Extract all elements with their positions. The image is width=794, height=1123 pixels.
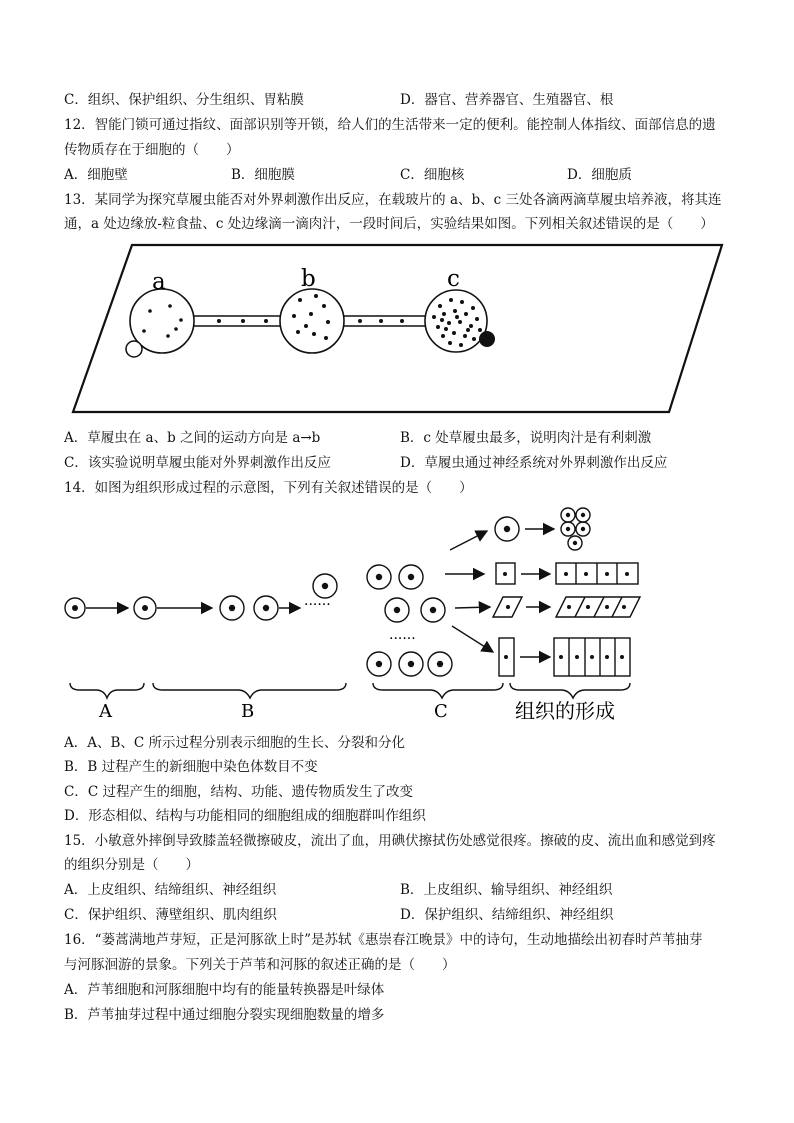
q12-stem-line2: 传物质存在于细胞的（ ） xyxy=(64,142,240,158)
q16-stem-line2: 与河豚洄游的景象。下列关于芦苇和河豚的叙述正确的是（ ） xyxy=(64,957,456,973)
q11-option-c: C．组织、保护组织、分生组织、胃粘膜 xyxy=(64,92,304,108)
q15-stem-line2: 的组织分别是（ ） xyxy=(64,857,199,873)
label-stage-b: B xyxy=(241,701,255,722)
channel-b-c xyxy=(340,316,428,326)
q16-stem-line1: 16．“蒌蒿满地芦芽短，正是河豚欲上时”是苏轼《惠崇春江晚景》中的诗句，生动地描绘出初春时芦苇抽芽 xyxy=(64,932,703,948)
label-stage-c: C xyxy=(434,701,448,722)
q14-tissue-figure xyxy=(0,500,794,730)
q15-option-b: B．上皮组织、输导组织、神经组织 xyxy=(400,882,613,898)
q14-option-b: B．B 过程产生的新细胞中染色体数目不变 xyxy=(64,759,318,775)
q16-option-b: B．芦苇抽芽过程中通过细胞分裂实现细胞数量的增多 xyxy=(64,1007,385,1023)
q12-option-a: A．细胞壁 xyxy=(64,167,128,183)
continuation-dots-b: ······ xyxy=(304,597,331,613)
continuation-dots-c: ······ xyxy=(389,631,416,647)
label-c: c xyxy=(447,266,460,292)
caption-tissue-formation: 组织的形成 xyxy=(515,699,615,723)
q14-stem: 14．如图为组织形成过程的示意图，下列有关叙述错误的是（ ） xyxy=(64,480,473,496)
q12-option-d: D．细胞质 xyxy=(567,167,632,183)
q15-stem-line1: 15．小敏意外摔倒导致膝盖轻微擦破皮，流出了血，用碘伏擦拭伤处感觉很疼。擦破的皮、流出血和感觉到疼 xyxy=(64,833,716,849)
q15-option-a: A．上皮组织、结缔组织、神经组织 xyxy=(64,882,277,898)
q13-slide-figure xyxy=(0,0,794,430)
q11-option-d: D．器官、营养器官、生殖器官、根 xyxy=(400,92,614,108)
q12-option-b: B．细胞膜 xyxy=(231,167,295,183)
salt-grain xyxy=(126,341,142,357)
q13-option-a: A．草履虫在 a、b 之间的运动方向是 a→b xyxy=(64,430,321,446)
q14-option-d: D．形态相似、结构与功能相同的细胞组成的细胞群叫作组织 xyxy=(64,808,426,824)
channel-a-b xyxy=(192,316,284,326)
label-b: b xyxy=(301,266,316,292)
q14-option-a: A．A、B、C 所示过程分别表示细胞的生长、分裂和分化 xyxy=(64,735,406,751)
q15-option-c: C．保护组织、薄壁组织、肌肉组织 xyxy=(64,907,277,923)
meat-juice-drop xyxy=(479,331,495,347)
q13-option-c: C．该实验说明草履虫能对外界刺激作出反应 xyxy=(64,455,331,471)
drop-c xyxy=(425,290,487,352)
q13-option-d: D．草履虫通过神经系统对外界刺激作出反应 xyxy=(400,455,668,471)
q13-stem-line1: 13．某同学为探究草履虫能否对外界刺激作出反应，在载玻片的 a、b、c 三处各滴两滴草履虫培养液，将其连 xyxy=(64,192,722,208)
q16-option-a: A．芦苇细胞和河豚细胞中均有的能量转换器是叶绿体 xyxy=(64,982,385,998)
q13-option-b: B．c 处草履虫最多，说明肉汁是有利刺激 xyxy=(400,430,652,446)
drop-b xyxy=(280,289,344,353)
q12-option-c: C．细胞核 xyxy=(400,167,465,183)
q15-option-d: D．保护组织、结缔组织、神经组织 xyxy=(400,907,614,923)
label-stage-a: A xyxy=(99,701,112,722)
q14-option-c: C．C 过程产生的细胞，结构、功能、遗传物质发生了改变 xyxy=(64,784,413,800)
q13-stem-line2: 通，a 处边缘放-粒食盐、c 处边缘滴一滴肉汁，一段时间后，实验结果如图。下列相关叙述错误的是（ ） xyxy=(64,216,714,232)
q12-stem-line1: 12．智能门锁可通过指纹、面部识别等开锁，给人们的生活带来一定的便利。能控制人体指纹、面部信息的遗 xyxy=(64,117,716,133)
label-a: a xyxy=(152,269,166,295)
